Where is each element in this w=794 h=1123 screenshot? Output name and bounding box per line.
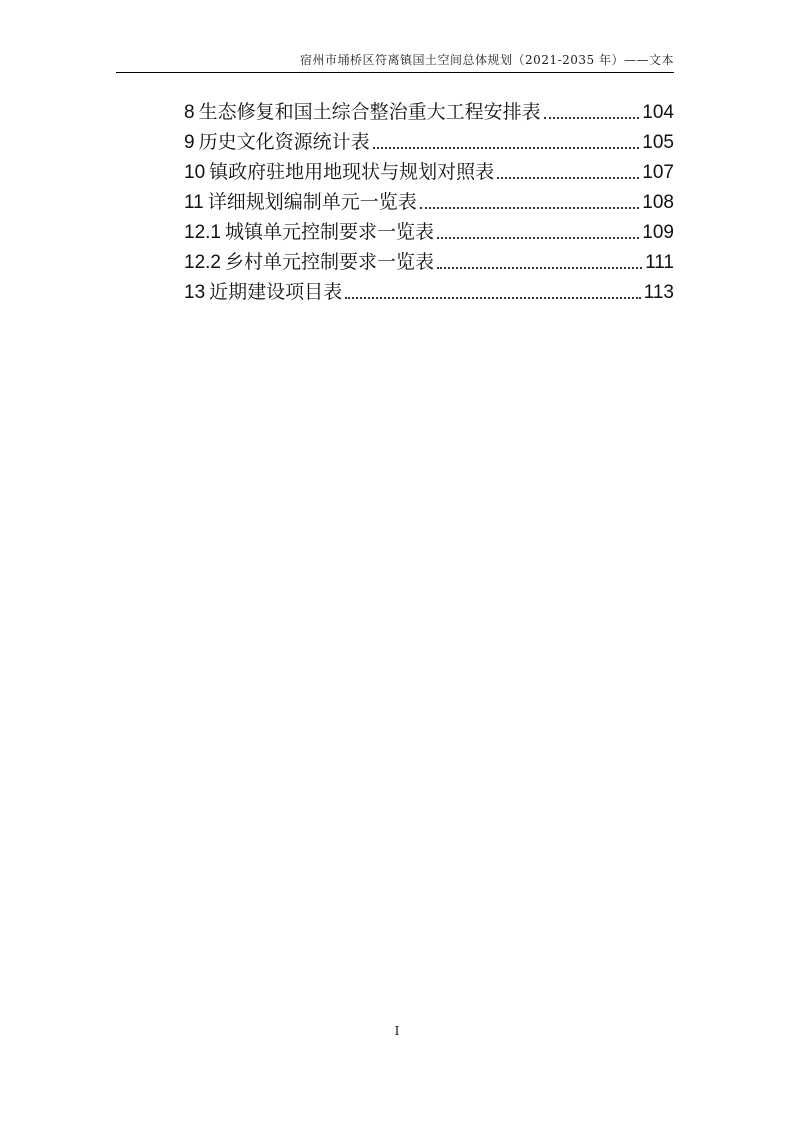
toc-entry[interactable] — [184, 125, 674, 155]
dot-leader — [437, 237, 639, 239]
toc-entry-page: 107 — [642, 162, 674, 183]
toc-entry-title — [184, 220, 434, 245]
toc-entry-page: 105 — [642, 132, 674, 153]
toc-entry-number: 11 — [184, 192, 204, 213]
toc-entry-number: 13 — [184, 282, 206, 303]
toc-entry-title — [184, 280, 342, 305]
toc-entry-title — [184, 160, 494, 185]
dot-leader — [437, 267, 642, 269]
toc-entry[interactable] — [184, 185, 674, 215]
toc-entry-text: 历史文化资源统计表 — [198, 131, 370, 153]
toc-entry-title — [184, 100, 541, 125]
toc-entry-number: 9 — [184, 132, 195, 153]
dot-leader — [345, 297, 641, 299]
toc-entry-page: 108 — [642, 192, 674, 213]
toc-entry[interactable] — [184, 245, 674, 275]
page-footer — [0, 1024, 794, 1038]
toc-entry-number: 12.2 — [184, 252, 221, 273]
toc-entry-page: 113 — [643, 282, 674, 303]
toc-entry-title — [184, 190, 417, 215]
toc-entry-number: 10 — [184, 162, 206, 183]
toc-entry-number: 8 — [184, 102, 195, 123]
dot-leader — [373, 147, 640, 149]
toc-entry-number: 12.1 — [184, 222, 221, 243]
toc-entry-text: 近期建设项目表 — [209, 281, 343, 303]
toc-entry-title — [184, 250, 434, 275]
toc-entry-text: 生态修复和国土综合整治重大工程安排表 — [198, 101, 541, 123]
header-title: 宿州市埇桥区符离镇国土空间总体规划（2021-2035 年）——文本 — [300, 53, 674, 67]
page-header — [116, 50, 674, 73]
table-of-contents — [184, 95, 674, 305]
dot-leader — [544, 117, 640, 119]
page-number: I — [394, 1024, 400, 1038]
toc-entry[interactable] — [184, 155, 674, 185]
toc-entry-page: 111 — [645, 252, 674, 273]
toc-entry-text: 详细规划编制单元一览表 — [207, 191, 417, 213]
toc-entry-text: 镇政府驻地用地现状与规划对照表 — [209, 161, 495, 183]
toc-entry-page: 104 — [642, 102, 674, 123]
toc-entry-page: 109 — [642, 222, 674, 243]
dot-leader — [497, 177, 639, 179]
toc-entry-text: 城镇单元控制要求一览表 — [224, 221, 434, 243]
toc-entry[interactable] — [184, 215, 674, 245]
toc-entry[interactable] — [184, 95, 674, 125]
toc-entry-text: 乡村单元控制要求一览表 — [224, 251, 434, 273]
toc-entry-title — [184, 130, 370, 155]
dot-leader — [420, 207, 640, 209]
toc-entry[interactable] — [184, 275, 674, 305]
